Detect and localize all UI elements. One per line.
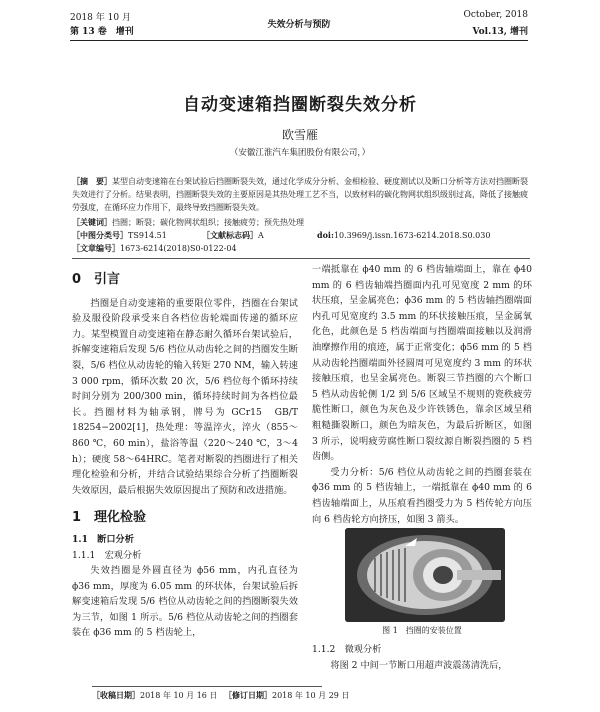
article-no-value: 1673-6214(2018)S0-0122-04 bbox=[120, 244, 237, 253]
header-volume-en: Vol.13, 增刊 bbox=[472, 27, 528, 37]
abstract-divider bbox=[72, 258, 530, 259]
article-number bbox=[72, 242, 530, 255]
intro-paragraph: 挡圈是自动变速箱的重要限位零件，挡圈在台架试验及服役阶段承受来自各档位齿轮端面传递的循环应力。某型模置自动变速箱在静态耐久循环台架试验后，拆解变速箱后发现 5/6 档位从动齿轮之间的挡圈发生断裂，5/6 档位从动齿轮的输入转矩 270 NM，输入转速 3 000 rpm，循环次数 20 次，5/6 档位每个循环持续时间分别为 200/300 min，循环持续时间为各档位最长。挡圈材料为轴承钢，牌号为 GCr15 GB/T 18254−2002[1]，热处理：等温淬火，淬火（855～860 ℃，60 min），盐浴等温（220～240 ℃，3～4 h）；硬度 58～64HRC。笔者对断裂的挡圈进行了相关理化检验和分析，并结合试验结果综合分析了挡圈断裂失效原因，最后根据失效原因提出了预防和改进措施。 bbox=[72, 297, 298, 496]
abstract-label: ［摘 要］ bbox=[72, 176, 112, 186]
figure-1-caption: 图 1 挡圈的安装位置 bbox=[382, 626, 462, 635]
abstract-text: 某型自动变速箱在台架试验后挡圈断裂失效，通过化学成分分析、金相检验、硬度测试以及断口分析等方法对挡圈断裂失效进行了分析。结果表明，挡圈断裂失效的主要原因是其热处理工艺不当，以致材料的碳化物网状组织级别过高，降低了接触疲劳强度，在循环应力作用下，最终导致挡圈断裂失效。 bbox=[72, 177, 528, 212]
section-heading-1-1-1: 1.1.1 宏观分析 bbox=[72, 549, 142, 561]
right-paragraph-2: 受力分析：5/6 档位从动齿轮之间的挡圈套装在 ϕ36 mm 的 5 档齿轴上，一端抵靠在 ϕ40 mm 的 6 档齿轴端面上，从压痕看挡圈受力为 5 档传轮方向压向 6 档齿轮方向挤压，如图 3 箭头。 bbox=[312, 466, 532, 525]
header-journal: 失效分析与预防 bbox=[267, 20, 331, 30]
clc-value: TS914.51 bbox=[128, 231, 167, 240]
doc-code-label: ［文献标志码］ bbox=[202, 230, 258, 240]
doi-label: doi: bbox=[317, 230, 334, 240]
received-date: 2018 年 10 月 16 日 bbox=[140, 691, 218, 700]
right-column-bottom bbox=[312, 642, 532, 673]
received-label: ［收稿日期］ bbox=[92, 690, 140, 700]
left-column bbox=[72, 272, 298, 641]
affiliation: （安徽江淮汽车集团股份有限公司，） bbox=[229, 148, 371, 158]
article-no-label: ［文章编号］ bbox=[72, 243, 120, 253]
abstract bbox=[72, 175, 530, 214]
received-dates bbox=[92, 690, 349, 701]
macro-analysis-paragraph: 失效挡圈是外圆直径为 ϕ56 mm，内孔直径为 ϕ36 mm，厚度为 6.05 mm 的环状体，台架试验后拆解变速箱后发现 5/6 档位从动齿轮之间的挡圈断裂失效为三节，如图 1 所示。5/6 档位从动齿轮之间的挡圈套装在 ϕ36 mm 的 5 档齿轮上， bbox=[72, 565, 298, 639]
right-column bbox=[312, 262, 532, 527]
keywords-text: 挡圈；断裂；碳化物网状组织；接触疲劳；预先热处理 bbox=[112, 218, 304, 227]
section-heading-intro: 0 引言 bbox=[72, 272, 121, 287]
paper-title: 自动变速箱挡圈断裂失效分析 bbox=[183, 95, 417, 115]
keywords-label: ［关键词］ bbox=[72, 217, 112, 227]
header-date: 2018 年 10 月 bbox=[70, 13, 131, 23]
section-heading-1: 1 理化检验 bbox=[72, 510, 147, 526]
micro-analysis-paragraph: 将图 2 中间一节断口用超声波震荡清洗后， bbox=[330, 659, 508, 671]
revised-date: 2018 年 10 月 29 日 bbox=[271, 691, 350, 700]
figure-1-photo bbox=[345, 528, 505, 622]
section-heading-1-1-2: 1.1.2 微观分析 bbox=[312, 644, 382, 655]
section-heading-1-1: 1.1 断口分析 bbox=[72, 533, 134, 545]
header-volume: 第 13 卷 增刊 bbox=[70, 27, 134, 37]
running-header bbox=[70, 10, 528, 41]
doc-code-value: A bbox=[258, 231, 264, 240]
header-date-en: October, 2018 bbox=[463, 10, 528, 20]
author: 欧雪雁 bbox=[281, 128, 318, 142]
keywords bbox=[72, 216, 530, 229]
right-paragraph-1: 一端抵靠在 ϕ40 mm 的 6 档齿轴端面上，靠在 ϕ40 mm 的 6 档齿轴端挡圈面内孔可见宽度 2 mm 的环状压痕，呈金属亮色；ϕ36 mm 的 5 档齿轴挡圈端面内孔可见宽度约 3.5 mm 的环状接触压痕，呈金属氧化色，此颜色是 5 档齿端面与挡圈端面接触以及润滑油摩擦作用的痕迹，属于正常变化；ϕ56 mm 的 5 档从动齿轮挡圈端面外径圆周可见宽度约 3 mm 的环状接触压痕，也呈金属亮色。断裂三节挡圈的六个断口 5 档从动齿轮侧 1/2 到 5/6 区域呈不规则的瓷秩疲劳脆性断口，颜色为灰色及少许铁锈色，靠余区域呈稍粗糙撕裂断口，颜色为暗灰色，为最后折断区，如图 3 所示，说明疲劳腐性断口裂纹源自断裂挡圈的 5 档齿侧。 bbox=[312, 264, 532, 463]
clc-label: ［中图分类号］ bbox=[72, 230, 128, 240]
footnote-divider bbox=[92, 686, 322, 687]
revised-label: ［修订日期］ bbox=[227, 690, 272, 700]
doi-value: 10.3969/j.issn.1673-6214.2018.S0.030 bbox=[333, 231, 491, 240]
